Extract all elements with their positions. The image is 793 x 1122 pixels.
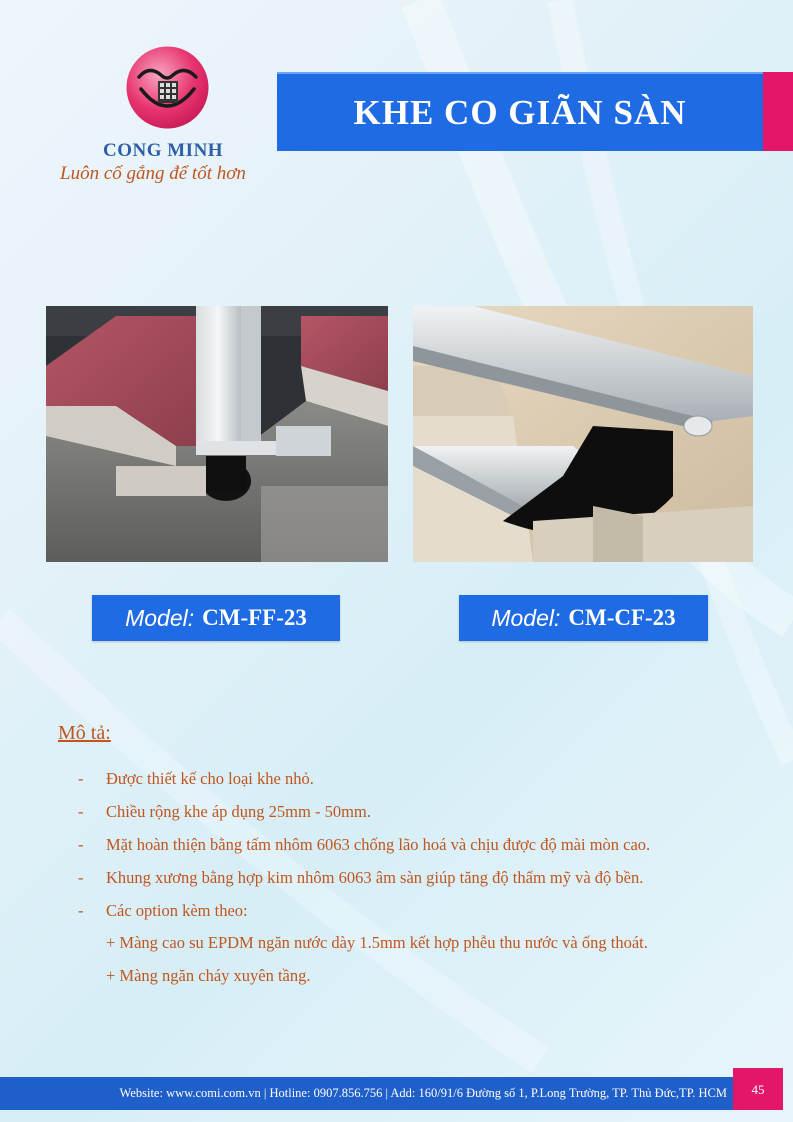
list-item: - Mặt hoàn thiện bằng tấm nhôm 6063 chống lão hoá và chịu được độ mài mòn cao. — [78, 835, 651, 854]
company-logo — [125, 45, 210, 130]
brand-name: CONG MINH — [103, 140, 224, 161]
options-list — [106, 932, 648, 998]
model-prefix: Model: — [125, 604, 195, 631]
model-code: CM-CF-23 — [568, 605, 676, 630]
model-prefix: Model: — [491, 604, 561, 631]
page-title — [277, 72, 763, 151]
list-item: - Chiều rộng khe áp dụng 25mm - 50mm. — [78, 802, 371, 821]
page-number: 45 — [733, 1068, 783, 1110]
option-item: + Màng cao su EPDM ngăn nước dày 1.5mm kết hợp phễu thu nước và ống thoát. — [106, 933, 648, 952]
list-item: - Được thiết kế cho loại khe nhỏ. — [78, 769, 314, 788]
brand-slogan: Luôn cố gắng để tốt hơn — [60, 163, 246, 184]
model-label-1 — [92, 595, 340, 641]
description-list — [78, 768, 768, 933]
option-item: + Màng ngăn cháy xuyên tầng. — [106, 966, 311, 985]
list-item: - Các option kèm theo: — [78, 901, 248, 920]
title-accent-block — [763, 72, 793, 151]
description-heading: Mô tả: — [58, 722, 111, 744]
footer-bar — [0, 1077, 733, 1110]
model-label-2 — [459, 595, 708, 641]
product-photo-cm-cf-23 — [413, 306, 753, 562]
product-photo-cm-ff-23 — [46, 306, 388, 562]
page-title-text: KHE CO GIÃN SÀN — [353, 92, 687, 132]
list-item: - Khung xương bằng hợp kim nhôm 6063 âm sàn giúp tăng độ thẩm mỹ và độ bền. — [78, 868, 644, 887]
model-code: CM-FF-23 — [202, 605, 307, 630]
footer-contact: Website: www.comi.com.vn | Hotline: 0907.856.756 | Add: 160/91/6 Đường số 1, P.Long Trường, TP. Thủ Đức,TP. HCM — [119, 1086, 727, 1100]
